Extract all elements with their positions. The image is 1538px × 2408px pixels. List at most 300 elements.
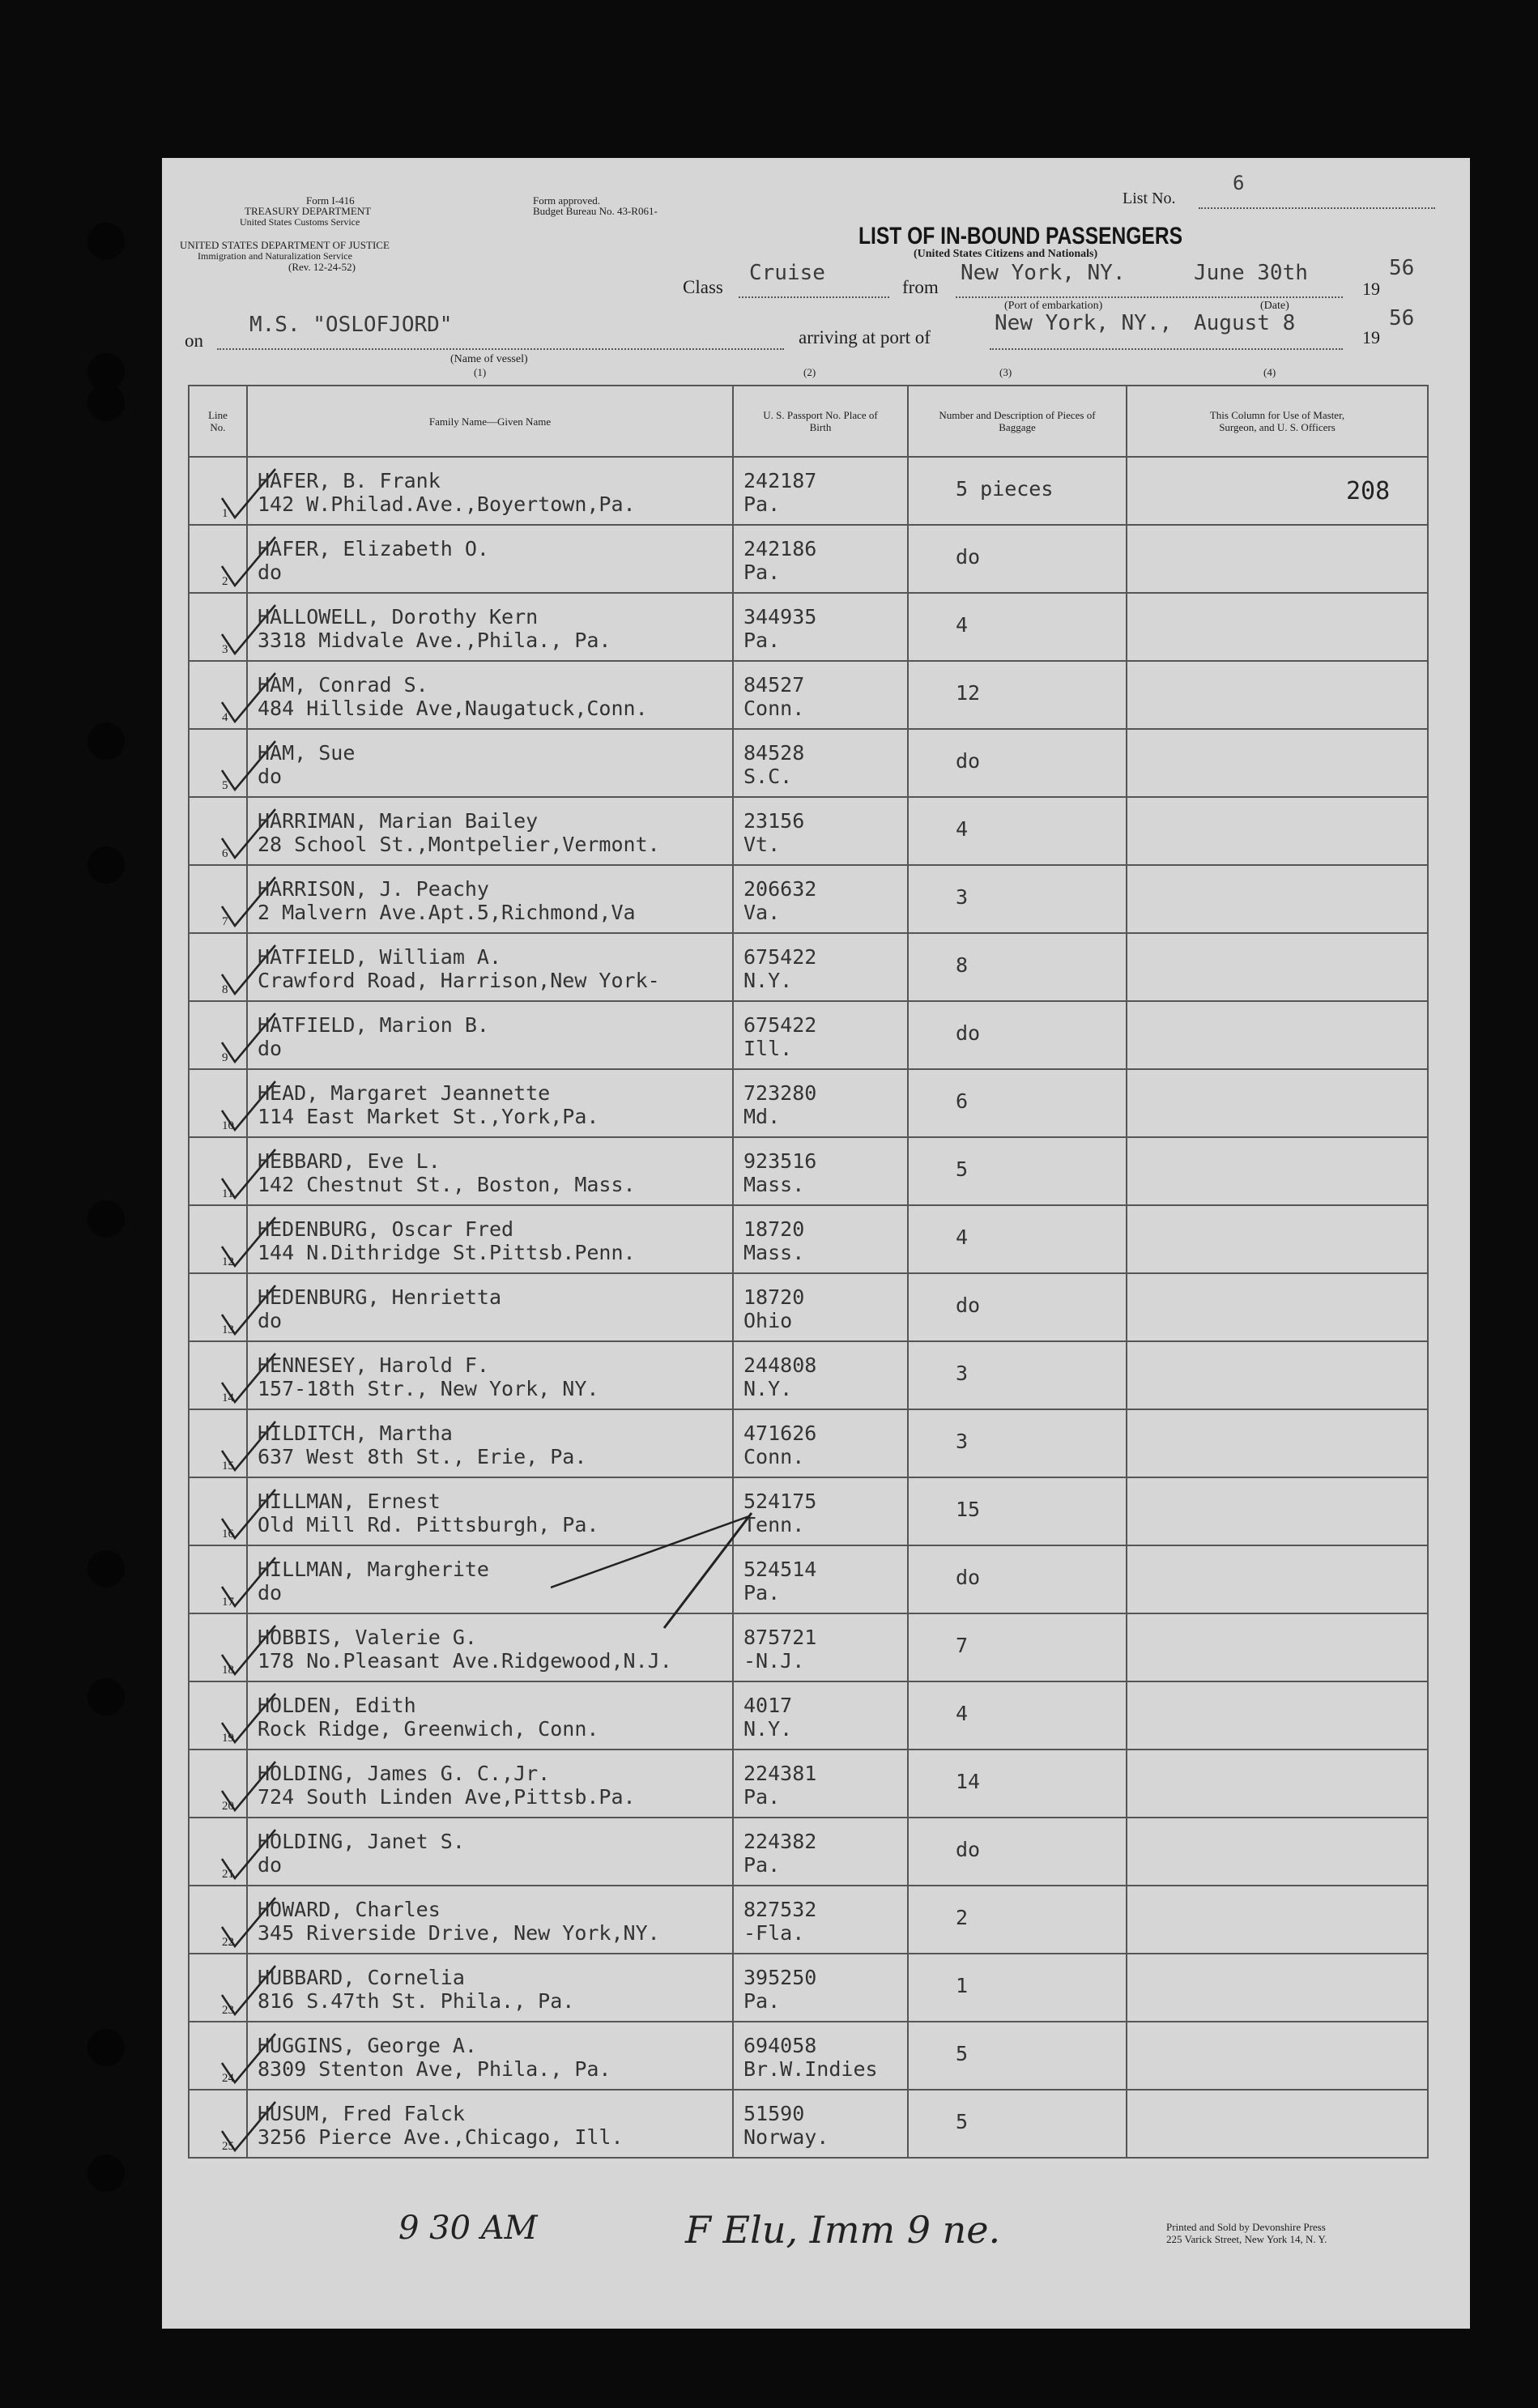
place-of-birth: Conn. [743,697,805,720]
passport-cell [733,1205,908,1273]
passport-number: 4017 [743,1694,793,1717]
name-cell [247,1341,733,1409]
official-use-cell [1127,1205,1428,1273]
line-number: 7 [222,915,228,928]
official-use-value [1127,1478,1427,1498]
baggage-cell [908,1818,1127,1886]
line-number: 17 [222,1596,234,1609]
customs-service: United States Customs Service [240,216,360,228]
passenger-address: do [258,1853,283,1877]
place-of-birth: Md. [743,1105,781,1128]
name-cell [247,661,733,729]
passport-cell [733,933,908,1001]
line-cell [189,1273,247,1341]
name-cell [247,1409,733,1477]
col-3-marker: (3) [999,366,1012,378]
line-number: 21 [222,1868,234,1881]
baggage-cell [908,1001,1127,1069]
col-1-marker: (1) [474,366,487,378]
official-use-value [1127,1138,1427,1157]
baggage-cell [908,1545,1127,1613]
place-of-birth: Vt. [743,833,781,856]
official-use-value [1127,1614,1427,1634]
official-use-value [1127,2090,1427,2110]
place-of-birth: Mass. [743,1173,805,1196]
baggage-pieces: 4 [956,1702,969,1725]
place-of-birth: N.Y. [743,1377,793,1400]
official-use-value [1127,730,1427,749]
official-use-value [1127,1342,1427,1362]
passport-number: 344935 [743,605,817,629]
baggage-pieces: 15 [956,1498,981,1521]
table-row [189,1273,1428,1341]
baggage-pieces: do [956,749,981,773]
table-row [189,729,1428,797]
official-use-value [1127,526,1427,545]
passenger-name: HAFER, Elizabeth O. [258,537,489,560]
official-use-cell [1127,457,1428,525]
place-of-birth: Ohio [743,1309,793,1332]
passport-number: 206632 [743,877,817,901]
line-cell [189,661,247,729]
line-cell [189,933,247,1001]
line-number: 4 [222,711,228,724]
official-use-cell [1127,1477,1428,1545]
baggage-pieces: 1 [956,1974,969,1997]
passenger-name: HOLDEN, Edith [258,1694,416,1717]
passenger-name: HOWARD, Charles [258,1898,441,1921]
name-cell [247,933,733,1001]
passport-number: 244808 [743,1353,817,1377]
list-no-line [1199,206,1435,209]
passenger-address: 816 S.47th St. Phila., Pa. [258,1989,575,2013]
passport-cell [733,1409,908,1477]
passport-cell [733,593,908,661]
name-cell [247,1205,733,1273]
passenger-name: HARRISON, J. Peachy [258,877,489,901]
table-row [189,525,1428,593]
passenger-name: HOBBIS, Valerie G. [258,1626,477,1649]
line-cell [189,1069,247,1137]
passenger-address: do [258,765,283,788]
arrive-year-prefix: 19 [1362,327,1380,347]
place-of-birth: Ill. [743,1037,793,1060]
official-use-cell [1127,1069,1428,1137]
line-number: 19 [222,1732,234,1745]
place-of-birth: Pa. [743,629,781,652]
line-cell [189,865,247,933]
place-of-birth: N.Y. [743,1717,793,1741]
passenger-address: do [258,560,283,584]
passenger-name: HATFIELD, Marion B. [258,1013,489,1037]
baggage-pieces: 4 [956,1225,969,1249]
official-use-value [1127,798,1427,817]
baggage-pieces: do [956,1294,981,1317]
name-cell [247,1886,733,1954]
arrive-port: New York, NY., [995,311,1173,335]
official-use-cell [1127,1886,1428,1954]
passenger-name: HAM, Sue [258,741,356,765]
name-cell [247,1273,733,1341]
passenger-address: 3256 Pierce Ave.,Chicago, Ill. [258,2125,624,2149]
passport-cell [733,1341,908,1409]
table-row [189,1205,1428,1273]
line-cell [189,1545,247,1613]
passport-number: 224382 [743,1830,817,1853]
passenger-name: HEDENBURG, Henrietta [258,1285,502,1309]
baggage-cell [908,1137,1127,1205]
passenger-address: do [258,1309,283,1332]
passport-number: 524175 [743,1490,817,1513]
passenger-address: 28 School St.,Montpelier,Vermont. [258,833,660,856]
passport-cell [733,1818,908,1886]
passenger-name: HAM, Conrad S. [258,673,428,697]
passenger-name: HUSUM, Fred Falck [258,2102,465,2125]
official-use-cell [1127,2090,1428,2158]
line-cell [189,1341,247,1409]
baggage-cell [908,1205,1127,1273]
table-row [189,865,1428,933]
place-of-birth: Pa. [743,1989,781,2013]
form-number: Form I-416 [306,194,355,207]
passport-number: 23156 [743,809,805,833]
revision: (Rev. 12-24-52) [288,261,356,273]
passport-number: 875721 [743,1626,817,1649]
passport-cell [733,2022,908,2090]
official-use-value [1127,1274,1427,1294]
passenger-name: HILLMAN, Ernest [258,1490,441,1513]
line-cell [189,2090,247,2158]
baggage-cell [908,593,1127,661]
passport-number: 18720 [743,1217,805,1241]
passport-number: 51590 [743,2102,805,2125]
baggage-pieces: do [956,545,981,569]
passport-number: 923516 [743,1149,817,1173]
baggage-pieces: 5 [956,1157,969,1181]
passenger-name: HUBBARD, Cornelia [258,1966,465,1989]
baggage-cell [908,1954,1127,2022]
baggage-cell [908,2090,1127,2158]
passenger-address: 178 No.Pleasant Ave.Ridgewood,N.J. [258,1649,672,1673]
place-of-birth: Norway. [743,2125,829,2149]
baggage-cell [908,1069,1127,1137]
line-cell [189,1954,247,2022]
passenger-address: 2 Malvern Ave.Apt.5,Richmond,Va [258,901,636,924]
line-cell [189,593,247,661]
line-cell [189,1477,247,1545]
passenger-address: 157-18th Str., New York, NY. [258,1377,599,1400]
name-cell [247,1069,733,1137]
official-use-value [1127,1206,1427,1225]
baggage-cell [908,1273,1127,1341]
baggage-pieces: 14 [956,1770,981,1793]
vessel-name: M.S. "OSLOFJORD" [249,313,453,337]
line-cell [189,525,247,593]
baggage-pieces: 4 [956,613,969,637]
table-row [189,2022,1428,2090]
baggage-cell [908,1477,1127,1545]
inspector-initials: F Elu, Imm 9 ne. [685,2208,1001,2252]
table-row [189,797,1428,865]
punch-hole [87,2154,125,2192]
line-number: 3 [222,643,228,656]
baggage-cell [908,1613,1127,1681]
official-use-cell [1127,593,1428,661]
cross-out-strokes [551,1507,761,1636]
passport-number: 242186 [743,537,817,560]
passenger-address: 142 Chestnut St., Boston, Mass. [258,1173,636,1196]
col-2-marker: (2) [803,366,816,378]
line-number: 2 [222,575,228,588]
passenger-name: HAFER, B. Frank [258,469,441,492]
treasury-dept: TREASURY DEPARTMENT [245,205,372,217]
passenger-address: 3318 Midvale Ave.,Phila., Pa. [258,629,611,652]
line-number: 14 [222,1392,234,1404]
passenger-name: HILDITCH, Martha [258,1421,453,1445]
table-row [189,1886,1428,1954]
table-row [189,1545,1428,1613]
place-of-birth: S.C. [743,765,793,788]
table-header-row [189,386,1428,457]
line-number: 24 [222,2072,234,2085]
passport-number: 84527 [743,673,805,697]
official-use-value [1127,1002,1427,1021]
passenger-address: 144 N.Dithridge St.Pittsb.Penn. [258,1241,636,1264]
printer-line-2: 225 Varick Street, New York 14, N. Y. [1166,2233,1327,2245]
table-row [189,593,1428,661]
punch-hole [87,722,125,760]
official-use-value [1127,1750,1427,1770]
official-use-value [1127,662,1427,681]
name-cell [247,2022,733,2090]
passenger-name: HOLDING, James G. C.,Jr. [258,1762,551,1785]
baggage-pieces: 3 [956,1430,969,1453]
baggage-pieces: do [956,1838,981,1861]
class-label: Class [683,277,723,297]
table-row [189,661,1428,729]
name-cell [247,729,733,797]
official-use-value [1127,1886,1427,1906]
table-row [189,1409,1428,1477]
table-row [189,1001,1428,1069]
passenger-address: 142 W.Philad.Ave.,Boyertown,Pa. [258,492,636,516]
justice-dept: UNITED STATES DEPARTMENT OF JUSTICE [180,239,390,251]
col-header-passport [733,386,908,457]
passport-number: 524514 [743,1558,817,1581]
line-cell [189,1409,247,1477]
passenger-name: HILLMAN, Margherite [258,1558,489,1581]
official-use-value [1127,1682,1427,1702]
passenger-name: HARRIMAN, Marian Bailey [258,809,539,833]
official-use-cell [1127,1545,1428,1613]
passport-cell [733,1069,908,1137]
class-value: Cruise [749,261,825,285]
passport-number: 18720 [743,1285,805,1309]
baggage-pieces: 12 [956,681,981,705]
punch-hole [87,2029,125,2066]
official-use-cell [1127,1954,1428,2022]
official-use-cell [1127,2022,1428,2090]
passenger-name: HALLOWELL, Dorothy Kern [258,605,539,629]
line-number: 15 [222,1460,234,1473]
passport-number: 471626 [743,1421,817,1445]
depart-date: June 30th [1194,261,1308,285]
baggage-cell [908,933,1127,1001]
line-cell [189,2022,247,2090]
passport-number: 395250 [743,1966,817,1989]
official-use-value [1127,1818,1427,1838]
table-row [189,1341,1428,1409]
passenger-address: 484 Hillside Ave,Naugatuck,Conn. [258,697,648,720]
name-cell [247,1818,733,1886]
col-header-official-use [1127,386,1428,457]
passenger-address: 724 South Linden Ave,Pittsb.Pa. [258,1785,636,1809]
table-row [189,1818,1428,1886]
punch-hole [87,384,125,421]
passenger-name: HENNESEY, Harold F. [258,1353,489,1377]
baggage-pieces: 5 [956,2110,969,2133]
passenger-address: do [258,1581,283,1605]
passport-cell [733,1001,908,1069]
line-number: 20 [222,1800,234,1813]
baggage-cell [908,457,1127,525]
line-number: 10 [222,1119,234,1132]
date-caption: (Date) [1260,300,1289,312]
official-use-cell [1127,933,1428,1001]
table-row [189,933,1428,1001]
passenger-address: Crawford Road, Harrison,New York- [258,969,660,992]
baggage-pieces: 5 pieces [956,477,1054,501]
passport-cell [733,1273,908,1341]
line-number: 13 [222,1323,234,1336]
arrive-date: August 8 [1194,311,1296,335]
ins-service: Immigration and Naturalization Service [198,250,352,262]
passport-number: 694058 [743,2034,817,2057]
form-approved: Form approved. [533,194,601,207]
official-use-value [1127,866,1427,885]
line-number: 9 [222,1051,228,1064]
official-use-cell [1127,525,1428,593]
arrive-line [990,347,1343,350]
place-of-birth: N.Y. [743,969,793,992]
baggage-cell [908,1750,1127,1818]
passport-number: 84528 [743,741,805,765]
name-cell [247,1137,733,1205]
passenger-address: 114 East Market St.,York,Pa. [258,1105,599,1128]
line-number: 12 [222,1255,234,1268]
line-number: 5 [222,779,228,792]
passport-cell [733,729,908,797]
name-cell [247,1681,733,1750]
baggage-pieces: do [956,1021,981,1045]
passport-cell [733,1681,908,1750]
place-of-birth: Pa. [743,492,781,516]
baggage-cell [908,729,1127,797]
table-row [189,1137,1428,1205]
official-use-value [1127,1546,1427,1566]
line-cell [189,1886,247,1954]
official-use-cell [1127,1001,1428,1069]
col-header-use-text: This Column for Use of Master, Surgeon, and U. S. Officers [1209,409,1345,433]
from-label: from [902,277,939,297]
line-number: 8 [222,983,228,996]
passenger-address: 637 West 8th St., Erie, Pa. [258,1445,587,1468]
baggage-pieces: 8 [956,953,969,977]
official-use-cell [1127,1137,1428,1205]
table-row [189,1750,1428,1818]
official-use-value [1127,2022,1427,2042]
baggage-cell [908,1341,1127,1409]
name-cell [247,797,733,865]
col-header-passport-text: U. S. Passport No. Place of Birth [763,409,878,433]
vessel-line [217,347,784,350]
baggage-cell [908,1886,1127,1954]
place-of-birth: Va. [743,901,781,924]
official-use-value: 208 [1346,477,1391,505]
passport-number: 675422 [743,1013,817,1037]
passenger-address: 8309 Stenton Ave, Phila., Pa. [258,2057,611,2081]
official-use-cell [1127,1750,1428,1818]
line-cell [189,797,247,865]
line-cell [189,1001,247,1069]
list-no-value: 6 [1233,172,1245,194]
class-line [739,295,889,298]
line-number: 6 [222,847,228,860]
baggage-pieces: 2 [956,1906,969,1929]
line-number: 11 [222,1187,234,1200]
passport-cell [733,1750,908,1818]
name-cell [247,593,733,661]
place-of-birth: Conn. [743,1445,805,1468]
name-cell [247,525,733,593]
baggage-pieces: do [956,1566,981,1589]
official-use-value [1127,1410,1427,1430]
table-row [189,457,1428,525]
line-number: 16 [222,1528,234,1541]
passenger-name: HOLDING, Janet S. [258,1830,465,1853]
name-cell [247,865,733,933]
col-header-line-text: Line No. [208,409,228,433]
official-use-cell [1127,1818,1428,1886]
punch-hole [87,846,125,884]
official-use-cell [1127,661,1428,729]
col-4-marker: (4) [1263,366,1276,378]
punch-hole [87,223,125,260]
budget-bureau: Budget Bureau No. 43-R061- [533,205,658,217]
official-use-cell [1127,1273,1428,1341]
col-header-baggage [908,386,1127,457]
document-title: LIST OF IN-BOUND PASSENGERS [858,223,1183,249]
arriving-label: arriving at port of [799,327,931,347]
line-cell [189,1613,247,1681]
line-cell [189,1137,247,1205]
place-of-birth: Tenn. [743,1513,805,1536]
table-row [189,1069,1428,1137]
passport-cell [733,865,908,933]
passenger-address: Rock Ridge, Greenwich, Conn. [258,1717,599,1741]
baggage-cell [908,2022,1127,2090]
baggage-pieces: 3 [956,885,969,909]
line-cell [189,1750,247,1818]
passport-number: 723280 [743,1081,817,1105]
passenger-name: HUGGINS, George A. [258,2034,477,2057]
punch-hole [87,1550,125,1588]
official-use-value [1127,594,1427,613]
place-of-birth: Mass. [743,1241,805,1264]
official-use-cell [1127,1409,1428,1477]
col-header-name-text: Family Name—Given Name [428,415,552,428]
table-row [189,1681,1428,1750]
